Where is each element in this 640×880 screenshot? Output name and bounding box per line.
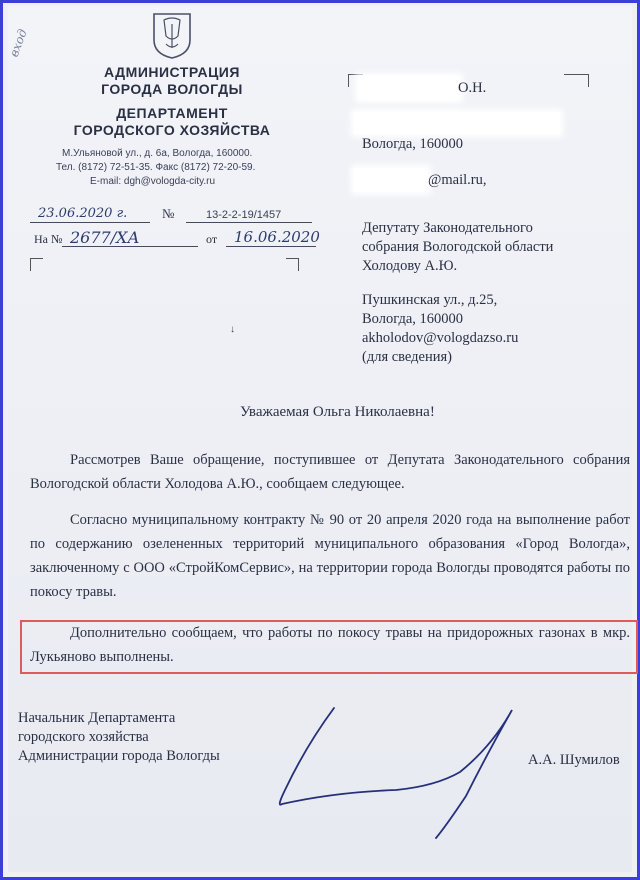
signer-name: А.А. Шумилов [528, 752, 620, 768]
bracket-top-right [286, 258, 299, 271]
recipient1-initials: О.Н. [458, 80, 487, 96]
dept-address: М.Ульяновой ул., д. 6а, Вологда, 160000. [62, 148, 253, 159]
signer-title-line2: городского хозяйства [18, 729, 149, 745]
org-name-line2: ГОРОДА ВОЛОГДЫ [101, 81, 243, 97]
edge-stamp-mark: вход [6, 27, 30, 59]
letter-page [8, 6, 632, 872]
redacted-address [354, 112, 560, 134]
bracket-top-left [30, 258, 43, 271]
recipient2-addr2: Вологда, 160000 [362, 311, 464, 327]
dept-name-line2: ГОРОДСКОГО ХОЗЯЙСТВА [73, 122, 271, 138]
org-name-line1: АДМИНИСТРАЦИЯ [104, 64, 240, 80]
handwritten-signature [246, 696, 526, 846]
paragraph-2: Согласно муниципальному контракту № 90 от 20 апреля 2020 года на выполнение работ по содержанию озелененных территорий муниципального образования «Город Вологда», заключенному с ООО «СтройКомСервис», на территории города Вологды проводятся работы по покосу травы. [30, 512, 630, 600]
dept-email: E-mail: dgh@vologda-city.ru [90, 176, 216, 187]
signer-title-line1: Начальник Департамента [18, 710, 176, 726]
paragraph-1: Рассмотрев Ваше обращение, поступившее от Депутата Законодательного собрания Вологодской области Холодова А.Ю., сообщаем следующее. [30, 452, 630, 492]
paragraph-3: Дополнительно сообщаем, что работы по покосу травы на придорожных газонах в мкр. Лукьяново выполнены. [30, 625, 630, 665]
recipient2-line2: собрания Вологодской области [362, 239, 554, 255]
reg-number-label: № [162, 206, 175, 221]
coat-of-arms-icon [148, 10, 196, 60]
reg-number: 13-2-2-19/1457 [206, 209, 282, 221]
recipient2-line3: Холодову А.Ю. [362, 258, 458, 274]
bracket-right-top-right [564, 74, 589, 87]
greeting: Уважаемая Ольга Николаевна! [240, 404, 435, 420]
redacted-surname [358, 76, 460, 100]
signer-title-line3: Администрации города Вологды [18, 748, 220, 764]
recipient2-note: (для сведения) [362, 349, 453, 365]
mark-small: ↓ [230, 324, 235, 335]
ref-date: 16.06.2020 [234, 228, 320, 246]
ref-from-label: от [206, 232, 218, 246]
ref-number: 2677/ХА [70, 228, 140, 247]
recipient1-city: Вологда, 160000 [362, 136, 464, 152]
reg-date: 23.06.2020 г. [38, 206, 128, 221]
dept-phones: Тел. (8172) 72-51-35. Факс (8172) 72-20-59. [56, 162, 256, 173]
ref-label: На № [34, 232, 63, 246]
recipient1-email: @mail.ru, [428, 172, 487, 188]
recipient2-email: akholodov@vologdazso.ru [362, 330, 519, 346]
dept-name-line1: ДЕПАРТАМЕНТ [116, 105, 228, 121]
recipient2-addr1: Пушкинская ул., д.25, [362, 292, 498, 308]
redacted-email-user [354, 168, 428, 192]
recipient2-line1: Депутату Законодательного [362, 220, 533, 236]
